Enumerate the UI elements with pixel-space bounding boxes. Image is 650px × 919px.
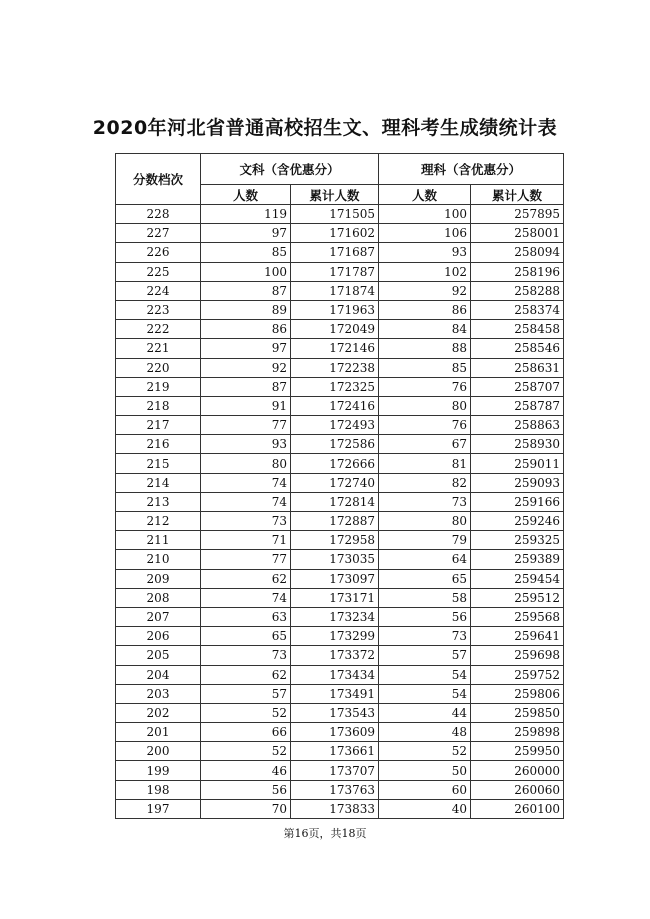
header-liberal-arts-cumulative: 累计人数 [291,185,379,205]
cell-score: 199 [116,761,201,780]
cell-liberal-arts-count: 89 [201,300,291,319]
cell-liberal-arts-cumulative: 173097 [291,569,379,588]
cell-score: 223 [116,300,201,319]
cell-science-cumulative: 259166 [471,492,564,511]
cell-science-count: 73 [379,492,471,511]
table-row [116,492,564,511]
table-row [116,396,564,415]
score-statistics-table [115,153,564,819]
cell-liberal-arts-count: 73 [201,646,291,665]
cell-liberal-arts-count: 73 [201,512,291,531]
cell-liberal-arts-cumulative: 173434 [291,665,379,684]
table-row [116,454,564,473]
cell-science-cumulative: 258631 [471,358,564,377]
cell-liberal-arts-cumulative: 172049 [291,320,379,339]
table-row [116,761,564,780]
cell-liberal-arts-cumulative: 173491 [291,684,379,703]
cell-science-cumulative: 258863 [471,416,564,435]
cell-science-count: 58 [379,588,471,607]
table-row [116,742,564,761]
cell-science-cumulative: 258288 [471,281,564,300]
table-body [116,205,564,819]
cell-score: 207 [116,607,201,626]
table-row [116,205,564,224]
cell-score: 209 [116,569,201,588]
cell-score: 222 [116,320,201,339]
cell-science-count: 102 [379,262,471,281]
cell-liberal-arts-count: 62 [201,665,291,684]
cell-liberal-arts-cumulative: 173763 [291,780,379,799]
table-row [116,550,564,569]
cell-science-count: 84 [379,320,471,339]
cell-liberal-arts-cumulative: 172493 [291,416,379,435]
cell-liberal-arts-count: 52 [201,703,291,722]
table-row [116,262,564,281]
cell-science-cumulative: 258546 [471,339,564,358]
cell-liberal-arts-count: 71 [201,531,291,550]
cell-score: 200 [116,742,201,761]
cell-science-count: 65 [379,569,471,588]
cell-liberal-arts-count: 97 [201,224,291,243]
cell-science-count: 50 [379,761,471,780]
cell-liberal-arts-cumulative: 173234 [291,607,379,626]
table-row [116,416,564,435]
cell-science-count: 106 [379,224,471,243]
table-row [116,512,564,531]
cell-science-count: 82 [379,473,471,492]
cell-science-count: 54 [379,665,471,684]
cell-liberal-arts-cumulative: 172887 [291,512,379,531]
cell-science-cumulative: 259698 [471,646,564,665]
table-row [116,473,564,492]
cell-score: 228 [116,205,201,224]
cell-liberal-arts-count: 63 [201,607,291,626]
cell-science-count: 48 [379,723,471,742]
cell-science-count: 64 [379,550,471,569]
cell-liberal-arts-cumulative: 171505 [291,205,379,224]
cell-score: 203 [116,684,201,703]
table-row [116,607,564,626]
cell-liberal-arts-count: 52 [201,742,291,761]
table-row [116,646,564,665]
cell-liberal-arts-count: 66 [201,723,291,742]
cell-score: 197 [116,799,201,818]
cell-science-cumulative: 259898 [471,723,564,742]
cell-science-count: 79 [379,531,471,550]
cell-science-count: 100 [379,205,471,224]
cell-liberal-arts-count: 85 [201,243,291,262]
cell-science-cumulative: 258930 [471,435,564,454]
cell-score: 227 [116,224,201,243]
cell-liberal-arts-cumulative: 173299 [291,627,379,646]
cell-liberal-arts-cumulative: 171687 [291,243,379,262]
cell-score: 217 [116,416,201,435]
cell-score: 213 [116,492,201,511]
cell-score: 221 [116,339,201,358]
cell-liberal-arts-count: 80 [201,454,291,473]
cell-liberal-arts-cumulative: 171602 [291,224,379,243]
cell-score: 215 [116,454,201,473]
cell-science-cumulative: 259850 [471,703,564,722]
cell-science-cumulative: 259011 [471,454,564,473]
header-score-level: 分数档次 [116,154,201,205]
table-row [116,320,564,339]
cell-liberal-arts-cumulative: 173035 [291,550,379,569]
cell-liberal-arts-count: 119 [201,205,291,224]
cell-score: 219 [116,377,201,396]
cell-liberal-arts-cumulative: 171787 [291,262,379,281]
cell-liberal-arts-count: 74 [201,588,291,607]
cell-liberal-arts-count: 70 [201,799,291,818]
cell-liberal-arts-cumulative: 172416 [291,396,379,415]
cell-science-cumulative: 259325 [471,531,564,550]
cell-science-count: 44 [379,703,471,722]
cell-science-count: 73 [379,627,471,646]
table-row [116,339,564,358]
table-row [116,300,564,319]
cell-liberal-arts-cumulative: 173543 [291,703,379,722]
cell-liberal-arts-count: 86 [201,320,291,339]
cell-score: 225 [116,262,201,281]
cell-science-count: 54 [379,684,471,703]
cell-score: 198 [116,780,201,799]
cell-score: 216 [116,435,201,454]
cell-liberal-arts-count: 74 [201,492,291,511]
cell-science-cumulative: 260000 [471,761,564,780]
cell-liberal-arts-count: 100 [201,262,291,281]
cell-liberal-arts-count: 46 [201,761,291,780]
table-row [116,684,564,703]
table-row [116,665,564,684]
cell-liberal-arts-cumulative: 172814 [291,492,379,511]
cell-science-count: 81 [379,454,471,473]
cell-science-cumulative: 258787 [471,396,564,415]
header-liberal-arts: 文科（含优惠分） [201,154,379,185]
cell-science-count: 80 [379,512,471,531]
cell-science-count: 52 [379,742,471,761]
cell-science-cumulative: 258458 [471,320,564,339]
cell-liberal-arts-count: 97 [201,339,291,358]
cell-science-count: 60 [379,780,471,799]
cell-liberal-arts-count: 87 [201,377,291,396]
cell-liberal-arts-cumulative: 173171 [291,588,379,607]
table-row [116,703,564,722]
table-row [116,281,564,300]
cell-liberal-arts-count: 77 [201,416,291,435]
cell-liberal-arts-count: 77 [201,550,291,569]
cell-science-count: 80 [379,396,471,415]
table-row [116,224,564,243]
page-footer: 第16页，共18页 [283,827,367,840]
cell-score: 214 [116,473,201,492]
cell-science-cumulative: 257895 [471,205,564,224]
table-row [116,627,564,646]
cell-science-cumulative: 259454 [471,569,564,588]
cell-score: 201 [116,723,201,742]
cell-science-count: 86 [379,300,471,319]
table-row [116,799,564,818]
cell-science-cumulative: 260060 [471,780,564,799]
cell-science-cumulative: 259246 [471,512,564,531]
cell-liberal-arts-count: 93 [201,435,291,454]
cell-score: 218 [116,396,201,415]
cell-science-cumulative: 258001 [471,224,564,243]
cell-science-cumulative: 259806 [471,684,564,703]
table-row [116,435,564,454]
cell-liberal-arts-count: 65 [201,627,291,646]
cell-science-count: 57 [379,646,471,665]
cell-score: 210 [116,550,201,569]
cell-liberal-arts-cumulative: 171963 [291,300,379,319]
cell-science-cumulative: 258707 [471,377,564,396]
cell-score: 212 [116,512,201,531]
table-row [116,588,564,607]
cell-science-cumulative: 259950 [471,742,564,761]
header-liberal-arts-count: 人数 [201,185,291,205]
table-row [116,780,564,799]
cell-science-count: 93 [379,243,471,262]
cell-score: 226 [116,243,201,262]
table-row [116,723,564,742]
header-science: 理科（含优惠分） [379,154,564,185]
cell-science-cumulative: 259568 [471,607,564,626]
cell-science-count: 56 [379,607,471,626]
cell-score: 211 [116,531,201,550]
cell-liberal-arts-cumulative: 173372 [291,646,379,665]
cell-liberal-arts-count: 74 [201,473,291,492]
cell-score: 208 [116,588,201,607]
header-science-cumulative: 累计人数 [471,185,564,205]
cell-science-count: 85 [379,358,471,377]
cell-science-cumulative: 258196 [471,262,564,281]
header-science-count: 人数 [379,185,471,205]
page-title: 2020年河北省普通高校招生文、理科考生成绩统计表 [92,117,558,139]
table-row [116,569,564,588]
cell-liberal-arts-cumulative: 172666 [291,454,379,473]
cell-liberal-arts-cumulative: 173609 [291,723,379,742]
table-row [116,531,564,550]
cell-score: 204 [116,665,201,684]
cell-science-cumulative: 259512 [471,588,564,607]
cell-liberal-arts-count: 62 [201,569,291,588]
cell-liberal-arts-count: 56 [201,780,291,799]
cell-science-cumulative: 260100 [471,799,564,818]
cell-liberal-arts-cumulative: 172958 [291,531,379,550]
cell-science-cumulative: 259641 [471,627,564,646]
cell-score: 202 [116,703,201,722]
cell-liberal-arts-count: 57 [201,684,291,703]
cell-science-cumulative: 258094 [471,243,564,262]
cell-liberal-arts-cumulative: 172238 [291,358,379,377]
cell-liberal-arts-cumulative: 172146 [291,339,379,358]
cell-science-count: 67 [379,435,471,454]
cell-score: 205 [116,646,201,665]
table-row [116,377,564,396]
cell-score: 206 [116,627,201,646]
cell-liberal-arts-cumulative: 172325 [291,377,379,396]
table-row [116,243,564,262]
cell-liberal-arts-cumulative: 173707 [291,761,379,780]
cell-science-cumulative: 259093 [471,473,564,492]
cell-liberal-arts-cumulative: 173833 [291,799,379,818]
cell-score: 220 [116,358,201,377]
cell-liberal-arts-count: 91 [201,396,291,415]
cell-science-count: 76 [379,416,471,435]
cell-liberal-arts-count: 92 [201,358,291,377]
cell-science-count: 76 [379,377,471,396]
cell-science-count: 88 [379,339,471,358]
cell-science-count: 40 [379,799,471,818]
cell-liberal-arts-count: 87 [201,281,291,300]
cell-liberal-arts-cumulative: 171874 [291,281,379,300]
table-row [116,358,564,377]
cell-liberal-arts-cumulative: 172586 [291,435,379,454]
cell-score: 224 [116,281,201,300]
cell-science-count: 92 [379,281,471,300]
cell-liberal-arts-cumulative: 173661 [291,742,379,761]
cell-science-cumulative: 259752 [471,665,564,684]
cell-science-cumulative: 259389 [471,550,564,569]
cell-liberal-arts-cumulative: 172740 [291,473,379,492]
cell-science-cumulative: 258374 [471,300,564,319]
